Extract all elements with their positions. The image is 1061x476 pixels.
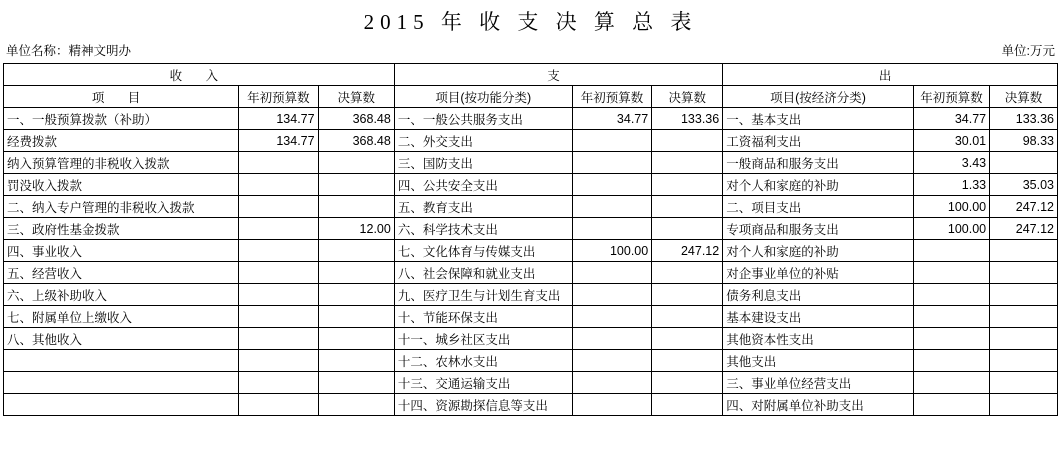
table-row (4, 240, 1058, 262)
cell-income-final (318, 284, 394, 306)
group-expense-right: 出 (723, 64, 1058, 86)
cell-econ-budget (913, 350, 989, 372)
budget-table (3, 63, 1058, 416)
cell-income-item: 七、附属单位上缴收入 (4, 306, 239, 328)
cell-func-budget (572, 130, 651, 152)
cell-econ-item: 专项商品和服务支出 (723, 218, 914, 240)
cell-income-final: 368.48 (318, 130, 394, 152)
cell-econ-budget (913, 284, 989, 306)
cell-econ-item: 三、事业单位经营支出 (723, 372, 914, 394)
cell-income-final (318, 328, 394, 350)
cell-func-item: 十三、交通运输支出 (394, 372, 572, 394)
cell-func-budget: 100.00 (572, 240, 651, 262)
cell-func-final: 133.36 (652, 108, 723, 130)
cell-income-item: 纳入预算管理的非税收入拨款 (4, 152, 239, 174)
table-body (4, 64, 1058, 416)
cell-econ-final: 247.12 (990, 196, 1058, 218)
cell-income-budget (239, 350, 318, 372)
cell-func-budget (572, 350, 651, 372)
cell-income-final: 12.00 (318, 218, 394, 240)
cell-income-item: 二、纳入专户管理的非税收入拨款 (4, 196, 239, 218)
cell-func-final: 247.12 (652, 240, 723, 262)
table-row (4, 328, 1058, 350)
cell-func-final (652, 350, 723, 372)
cell-func-item: 十二、农林水支出 (394, 350, 572, 372)
header-expense-func-final: 决算数 (652, 86, 723, 108)
cell-econ-item: 债务利息支出 (723, 284, 914, 306)
cell-econ-final (990, 306, 1058, 328)
cell-func-item: 八、社会保障和就业支出 (394, 262, 572, 284)
cell-func-final (652, 174, 723, 196)
cell-econ-budget (913, 240, 989, 262)
table-row (4, 130, 1058, 152)
cell-econ-final: 247.12 (990, 218, 1058, 240)
cell-func-budget (572, 284, 651, 306)
cell-income-item: 五、经营收入 (4, 262, 239, 284)
cell-income-final (318, 306, 394, 328)
cell-func-final (652, 372, 723, 394)
cell-econ-budget (913, 328, 989, 350)
table-row (4, 218, 1058, 240)
cell-income-item: 三、政府性基金拨款 (4, 218, 239, 240)
cell-func-final (652, 328, 723, 350)
cell-econ-final: 98.33 (990, 130, 1058, 152)
cell-income-budget (239, 306, 318, 328)
cell-econ-budget (913, 394, 989, 416)
cell-func-budget (572, 328, 651, 350)
cell-func-item: 二、外交支出 (394, 130, 572, 152)
cell-econ-budget: 1.33 (913, 174, 989, 196)
cell-econ-item: 四、对附属单位补助支出 (723, 394, 914, 416)
cell-income-item (4, 394, 239, 416)
header-income-item: 项 目 (4, 86, 239, 108)
cell-econ-item: 一、基本支出 (723, 108, 914, 130)
table-row (4, 394, 1058, 416)
cell-econ-item: 对个人和家庭的补助 (723, 174, 914, 196)
unit-name-value: 精神文明办 (68, 44, 132, 58)
cell-func-item: 三、国防支出 (394, 152, 572, 174)
cell-econ-budget (913, 372, 989, 394)
cell-econ-budget: 30.01 (913, 130, 989, 152)
cell-income-item: 八、其他收入 (4, 328, 239, 350)
cell-income-budget (239, 262, 318, 284)
cell-income-final (318, 196, 394, 218)
cell-func-item: 四、公共安全支出 (394, 174, 572, 196)
cell-func-item: 七、文化体育与传媒支出 (394, 240, 572, 262)
cell-func-budget (572, 306, 651, 328)
cell-econ-final: 35.03 (990, 174, 1058, 196)
cell-func-item: 五、教育支出 (394, 196, 572, 218)
cell-econ-final (990, 240, 1058, 262)
cell-func-budget (572, 152, 651, 174)
cell-income-budget (239, 174, 318, 196)
cell-func-item: 六、科学技术支出 (394, 218, 572, 240)
cell-income-final: 368.48 (318, 108, 394, 130)
cell-econ-budget (913, 306, 989, 328)
cell-econ-final (990, 350, 1058, 372)
table-row (4, 350, 1058, 372)
cell-income-final (318, 350, 394, 372)
cell-income-item: 经费拨款 (4, 130, 239, 152)
cell-func-budget: 34.77 (572, 108, 651, 130)
cell-income-final (318, 152, 394, 174)
page-title: 2015 年 收 支 决 算 总 表 (363, 10, 698, 34)
table-row (4, 196, 1058, 218)
table-row (4, 262, 1058, 284)
header-expense-econ-item: 项目(按经济分类) (723, 86, 914, 108)
cell-income-budget (239, 394, 318, 416)
cell-income-final (318, 372, 394, 394)
header-expense-econ-budget: 年初预算数 (913, 86, 989, 108)
cell-econ-final (990, 394, 1058, 416)
cell-func-final (652, 152, 723, 174)
header-expense-func-item: 项目(按功能分类) (394, 86, 572, 108)
group-income: 收 入 (4, 64, 395, 86)
cell-func-budget (572, 394, 651, 416)
unit-measure: 单位:万元 (1001, 44, 1055, 58)
cell-income-budget (239, 372, 318, 394)
cell-econ-final (990, 152, 1058, 174)
cell-income-item (4, 372, 239, 394)
cell-econ-final (990, 372, 1058, 394)
cell-func-budget (572, 262, 651, 284)
cell-econ-final: 133.36 (990, 108, 1058, 130)
cell-income-budget: 134.77 (239, 130, 318, 152)
cell-econ-item: 对企事业单位的补贴 (723, 262, 914, 284)
header-income-budget: 年初预算数 (239, 86, 318, 108)
cell-func-final (652, 196, 723, 218)
cell-econ-budget: 100.00 (913, 196, 989, 218)
column-header-row (4, 86, 1058, 108)
cell-econ-final (990, 328, 1058, 350)
cell-func-item: 十一、城乡社区支出 (394, 328, 572, 350)
table-row (4, 108, 1058, 130)
cell-income-item: 四、事业收入 (4, 240, 239, 262)
cell-econ-budget: 3.43 (913, 152, 989, 174)
cell-econ-item: 其他支出 (723, 350, 914, 372)
cell-func-budget (572, 218, 651, 240)
cell-income-budget (239, 196, 318, 218)
table-row (4, 284, 1058, 306)
cell-func-budget (572, 372, 651, 394)
cell-income-budget (239, 240, 318, 262)
cell-econ-item: 工资福利支出 (723, 130, 914, 152)
cell-func-final (652, 218, 723, 240)
cell-income-item: 六、上级补助收入 (4, 284, 239, 306)
cell-func-item: 十四、资源勘探信息等支出 (394, 394, 572, 416)
document-meta (0, 41, 1061, 63)
cell-func-budget (572, 174, 651, 196)
cell-func-item: 九、医疗卫生与计划生育支出 (394, 284, 572, 306)
cell-econ-item: 对个人和家庭的补助 (723, 240, 914, 262)
cell-func-final (652, 130, 723, 152)
table-row (4, 152, 1058, 174)
cell-func-final (652, 284, 723, 306)
cell-econ-budget: 34.77 (913, 108, 989, 130)
cell-econ-item: 一般商品和服务支出 (723, 152, 914, 174)
cell-econ-final (990, 262, 1058, 284)
header-expense-econ-final: 决算数 (990, 86, 1058, 108)
cell-income-final (318, 174, 394, 196)
cell-econ-budget (913, 262, 989, 284)
cell-func-item: 一、一般公共服务支出 (394, 108, 572, 130)
unit-name (6, 41, 131, 59)
cell-func-budget (572, 196, 651, 218)
group-expense-left: 支 (394, 64, 722, 86)
cell-income-final (318, 394, 394, 416)
cell-func-item: 十、节能环保支出 (394, 306, 572, 328)
cell-econ-item: 基本建设支出 (723, 306, 914, 328)
group-header-row (4, 64, 1058, 86)
cell-income-budget (239, 284, 318, 306)
unit-name-label: 单位名称： (6, 44, 69, 58)
cell-income-item: 一、一般预算拨款（补助） (4, 108, 239, 130)
cell-income-budget (239, 218, 318, 240)
header-income-final: 决算数 (318, 86, 394, 108)
table-row (4, 306, 1058, 328)
cell-income-budget (239, 152, 318, 174)
cell-func-final (652, 394, 723, 416)
cell-econ-budget: 100.00 (913, 218, 989, 240)
header-expense-func-budget: 年初预算数 (572, 86, 651, 108)
cell-func-final (652, 306, 723, 328)
cell-econ-item: 其他资本性支出 (723, 328, 914, 350)
cell-income-budget (239, 328, 318, 350)
table-row (4, 174, 1058, 196)
cell-econ-item: 二、项目支出 (723, 196, 914, 218)
cell-econ-final (990, 284, 1058, 306)
cell-income-item: 罚没收入拨款 (4, 174, 239, 196)
cell-income-final (318, 262, 394, 284)
table-row (4, 372, 1058, 394)
cell-func-final (652, 262, 723, 284)
cell-income-budget: 134.77 (239, 108, 318, 130)
cell-income-item (4, 350, 239, 372)
cell-income-final (318, 240, 394, 262)
